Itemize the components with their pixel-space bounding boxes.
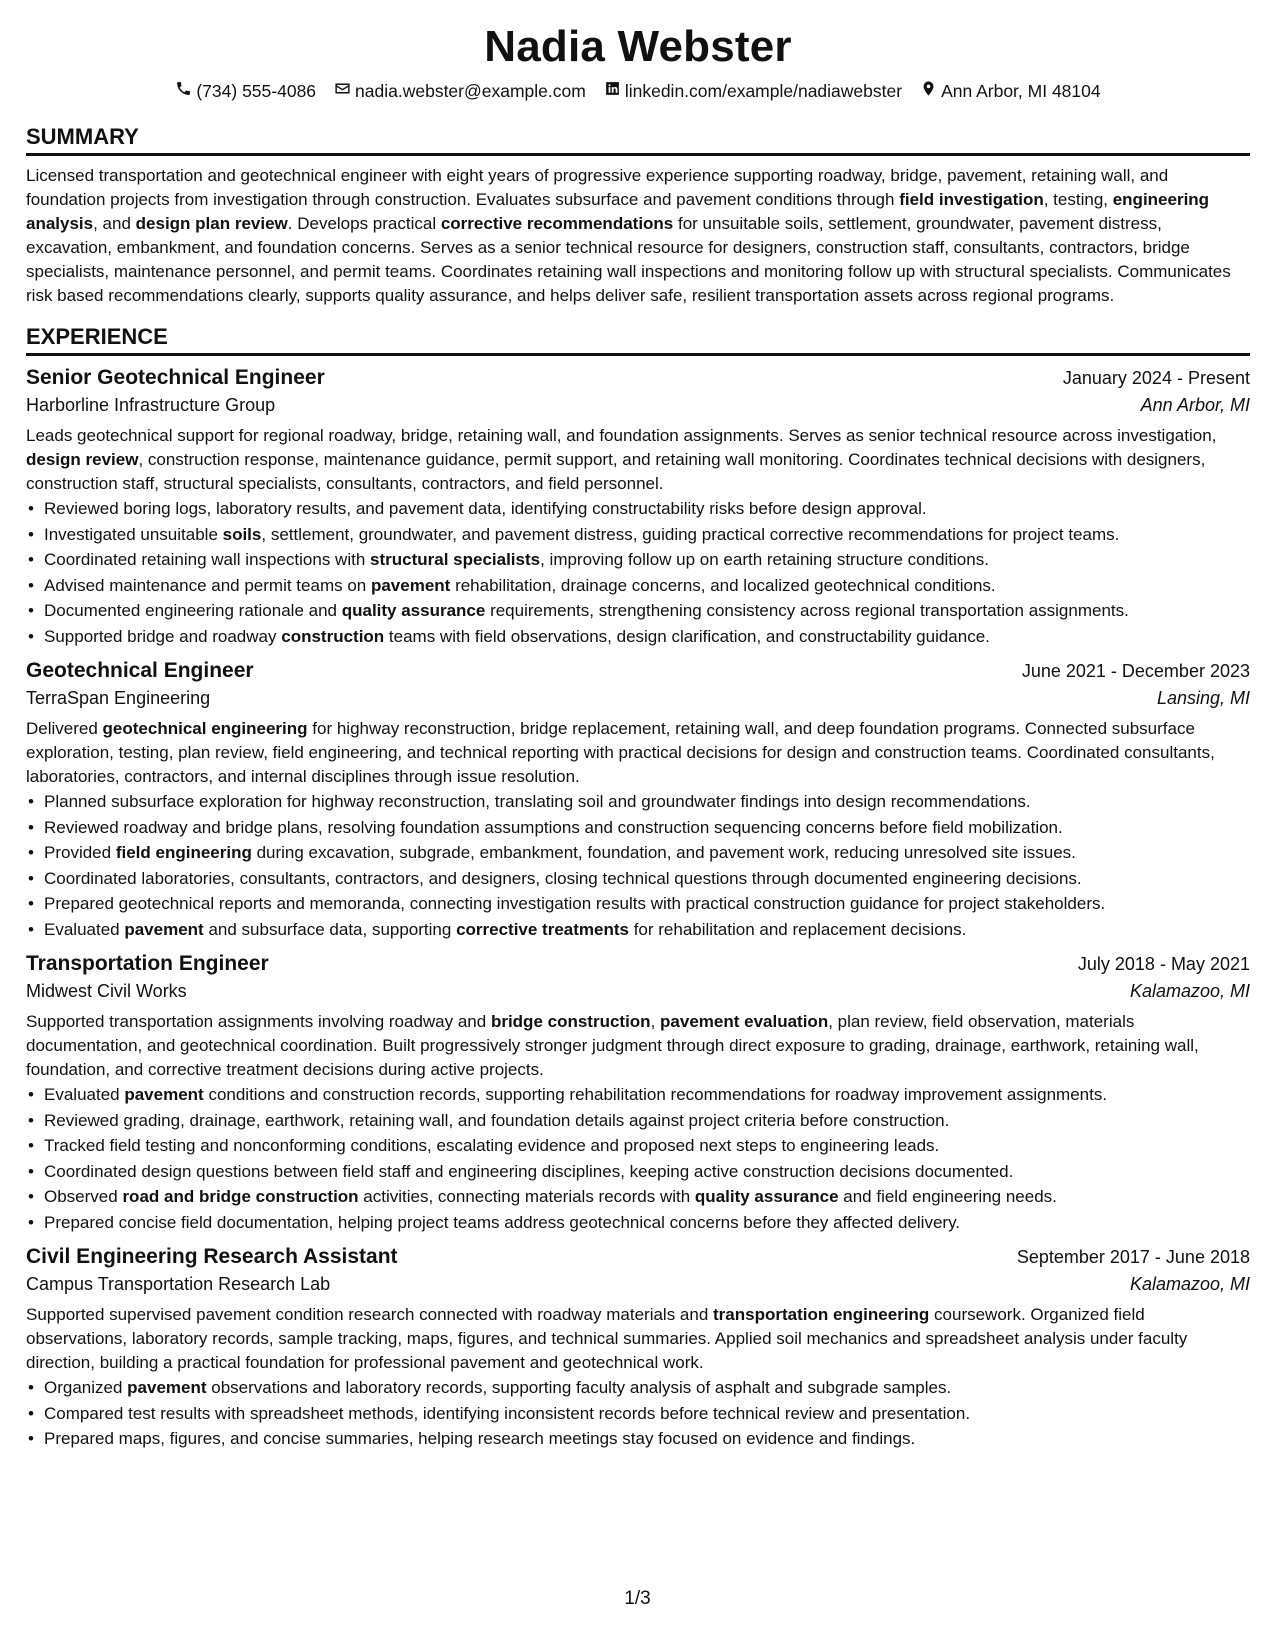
experience-heading: EXPERIENCE <box>26 324 1250 356</box>
summary-heading: SUMMARY <box>26 124 1250 156</box>
text-segment: Evaluated <box>44 1085 125 1104</box>
list-item <box>26 891 1250 917</box>
job-description <box>26 717 1250 789</box>
company-name: Harborline Infrastructure Group <box>26 395 276 415</box>
text-segment: Reviewed grading, drainage, earthwork, retaining wall, and foundation details against project criteria before construction. <box>44 1110 950 1130</box>
text-segment: rehabilitation, drainage concerns, and localized geotechnical conditions. <box>450 575 996 595</box>
text-segment: Prepared concise field documentation, helping project teams address geotechnical concerns before they affected delivery. <box>44 1212 961 1232</box>
list-item <box>26 815 1250 841</box>
bullet-list <box>26 789 1250 942</box>
bold-keyword: construction <box>281 626 385 646</box>
text-segment: Licensed transportation and geotechnical engineer with eight years of progressive experience supporting roadway, bridge, pavement, retaining wall, and foundation projects from investigation through construction. Evaluates subsurface and pavement conditions through <box>26 166 1169 209</box>
text-segment: for unsuitable soils, settlement, groundwater, pavement distress, excavation, embankment, and foundation concerns. Serves as a senior technical resource for designers, construction staff, consultants, contractors, bridge specialists, maintenance personnel, and permit teams. Coordinates retaining wall inspections and monitoring follow up with structural specialists. Communicates risk based recommendations clearly, supports quality assurance, and helps deliver safe, resilient transportation assets across regional programs. <box>26 214 1231 305</box>
text-segment: Evaluated <box>44 919 125 939</box>
text-segment: activities, connecting materials records with <box>358 1187 695 1206</box>
list-item <box>26 1133 1250 1159</box>
list-item <box>26 1184 1250 1210</box>
text-segment: Coordinated laboratories, consultants, contractors, and designers, closing technical questions through documented engineering decisions. <box>44 868 1082 888</box>
list-item <box>26 1426 1250 1452</box>
text-segment: Provided <box>44 843 116 862</box>
company-row <box>26 1274 1250 1295</box>
bullet-list <box>26 1082 1250 1235</box>
job-header <box>26 366 1250 390</box>
text-segment: . Develops practical <box>287 214 441 233</box>
job-title: Geotechnical Engineer <box>26 659 254 682</box>
text-segment: Leads geotechnical support for regional roadway, bridge, retaining wall, and foundation assignments. Serves as senior technical resource across investigation, <box>26 426 1217 445</box>
list-item <box>26 840 1250 866</box>
email-address: nadia.webster@example.com <box>355 80 586 101</box>
text-segment: Compared test results with spreadsheet methods, identifying inconsistent records before technical review and presentation. <box>44 1403 971 1423</box>
contact-email[interactable] <box>334 80 586 102</box>
text-segment: observations and laboratory records, supporting faculty analysis of asphalt and subgrade samples. <box>206 1378 952 1397</box>
list-item <box>26 573 1250 599</box>
list-item <box>26 1082 1250 1108</box>
bold-keyword: quality assurance <box>341 601 486 620</box>
company-name: TerraSpan Engineering <box>26 688 211 708</box>
text-segment: Investigated unsuitable <box>44 524 223 544</box>
job-location: Kalamazoo, MI <box>1129 981 1250 1001</box>
resume-page <box>26 0 1250 1452</box>
company-name: Campus Transportation Research Lab <box>26 1274 331 1294</box>
bold-keyword: geotechnical engineering <box>102 719 308 738</box>
company-name: Midwest Civil Works <box>26 981 187 1001</box>
text-segment: and subsurface data, supporting <box>203 919 457 939</box>
job-entry <box>26 659 1250 942</box>
contact-phone <box>175 80 316 102</box>
location-pin-icon <box>920 80 937 102</box>
job-header <box>26 1245 1250 1269</box>
list-item <box>26 547 1250 573</box>
bold-keyword: pavement <box>124 1085 204 1104</box>
text-segment: , <box>650 1012 661 1031</box>
text-segment: Supported transportation assignments involving roadway and <box>26 1012 491 1031</box>
list-item <box>26 866 1250 892</box>
list-item <box>26 598 1250 624</box>
contact-linkedin[interactable] <box>604 80 902 102</box>
bold-keyword: transportation engineering <box>713 1305 930 1324</box>
job-description <box>26 1303 1250 1375</box>
experience-list <box>26 366 1250 1452</box>
location-text: Ann Arbor, MI 48104 <box>941 80 1101 101</box>
company-row <box>26 395 1250 416</box>
text-segment: and field engineering needs. <box>838 1187 1057 1206</box>
text-segment: , plan review, field observation, materials documentation, and geotechnical coordination. Built progressively stronger judgment through direct exposure to grading, drainage, earthwork, retaining wall, foundation, and corrective treatment decisions during active projects. <box>26 1012 1199 1079</box>
job-header <box>26 659 1250 683</box>
bold-keyword: pavement evaluation <box>660 1012 829 1031</box>
bold-keyword: corrective recommendations <box>440 214 674 233</box>
job-location: Lansing, MI <box>1156 688 1250 708</box>
list-item <box>26 1210 1250 1236</box>
candidate-name: Nadia Webster <box>484 22 792 71</box>
job-entry <box>26 952 1250 1235</box>
list-item <box>26 522 1250 548</box>
job-entry <box>26 366 1250 649</box>
company-row <box>26 981 1250 1002</box>
list-item <box>26 917 1250 943</box>
text-segment: for highway reconstruction, bridge replacement, retaining wall, and deep foundation programs. Connected subsurface exploration, testing, plan review, field engineering, and technical reporting with practical decisions for design and construction teams. Coordinated consultants, laboratories, contractors, and internal disciplines through issue resolution. <box>26 719 1215 786</box>
text-segment: conditions and construction records, supporting rehabilitation recommendations for roadway improvement assignments. <box>203 1085 1108 1104</box>
list-item <box>26 1108 1250 1134</box>
bold-keyword: corrective treatments <box>456 919 629 939</box>
job-title: Senior Geotechnical Engineer <box>26 366 325 389</box>
bold-keyword: design plan review <box>135 214 288 233</box>
job-entry <box>26 1245 1250 1452</box>
text-segment: Planned subsurface exploration for highway reconstruction, translating soil and groundwater findings into design recommendations. <box>44 792 1031 811</box>
summary-text <box>26 164 1250 308</box>
bold-keyword: road and bridge construction <box>122 1187 359 1206</box>
job-title: Transportation Engineer <box>26 952 269 975</box>
bold-keyword: quality assurance <box>694 1187 839 1206</box>
job-dates: July 2018 - May 2021 <box>1077 954 1250 974</box>
job-location: Ann Arbor, MI <box>1140 395 1250 415</box>
bold-keyword: engineering analysis <box>26 190 1210 233</box>
phone-icon <box>175 80 192 102</box>
job-title: Civil Engineering Research Assistant <box>26 1245 398 1268</box>
list-item <box>26 496 1250 522</box>
company-row <box>26 688 1250 709</box>
bullet-list <box>26 1375 1250 1452</box>
bold-keyword: field investigation <box>899 190 1044 209</box>
text-segment: Documented engineering rationale and <box>44 601 342 620</box>
job-description <box>26 424 1250 496</box>
text-segment: during excavation, subgrade, embankment, foundation, and pavement work, reducing unresolved site issues. <box>251 843 1076 862</box>
bold-keyword: pavement <box>127 1378 207 1397</box>
text-segment: Supported bridge and roadway <box>44 626 282 646</box>
text-segment: , and <box>93 214 136 233</box>
text-segment: Tracked field testing and nonconforming conditions, escalating evidence and proposed next steps to engineering leads. <box>44 1136 940 1155</box>
contact-location <box>920 80 1101 102</box>
list-item <box>26 624 1250 650</box>
bold-keyword: design review <box>26 450 139 469</box>
linkedin-icon <box>604 80 621 102</box>
text-segment: teams with field observations, design clarification, and constructability guidance. <box>384 626 990 646</box>
job-dates: January 2024 - Present <box>1062 368 1250 388</box>
text-segment: requirements, strengthening consistency across regional transportation assignments. <box>485 601 1129 620</box>
job-dates: June 2021 - December 2023 <box>1021 661 1250 681</box>
bold-keyword: bridge construction <box>490 1012 651 1031</box>
bullet-list <box>26 496 1250 649</box>
text-segment: Organized <box>44 1378 128 1397</box>
list-item <box>26 789 1250 815</box>
text-segment: Delivered <box>26 719 103 738</box>
phone-number: (734) 555-4086 <box>196 80 317 101</box>
text-segment: Observed <box>44 1187 123 1206</box>
list-item <box>26 1375 1250 1401</box>
text-segment: , construction response, maintenance guidance, permit support, and retaining wall monitoring. Coordinates technical decisions with designers, construction staff, structural specialists, consultants, contractors, and field personnel. <box>26 450 1206 493</box>
text-segment: for rehabilitation and replacement decisions. <box>628 919 967 939</box>
job-description <box>26 1010 1250 1082</box>
text-segment: , settlement, groundwater, and pavement distress, guiding practical corrective recommendations for project teams. <box>261 524 1120 544</box>
job-dates: September 2017 - June 2018 <box>1016 1247 1250 1267</box>
text-segment: , testing, <box>1043 190 1113 209</box>
text-segment: Advised maintenance and permit teams on <box>44 575 371 595</box>
text-segment: , improving follow up on earth retaining structure conditions. <box>540 550 989 569</box>
linkedin-url: linkedin.com/example/nadiawebster <box>624 80 903 101</box>
bold-keyword: structural specialists <box>370 550 541 569</box>
text-segment: Prepared geotechnical reports and memoranda, connecting investigation results with practical construction guidance for project stakeholders. <box>44 894 1106 913</box>
job-location: Kalamazoo, MI <box>1129 1274 1250 1294</box>
text-segment: Supported supervised pavement condition research connected with roadway materials and <box>26 1305 714 1324</box>
bold-keyword: pavement <box>124 919 204 939</box>
text-segment: Reviewed roadway and bridge plans, resolving foundation assumptions and construction sequencing concerns before field mobilization. <box>44 817 1063 837</box>
text-segment: coursework. Organized field observations, laboratory records, sample tracking, maps, figures, and technical summaries. Applied soil mechanics and spreadsheet analysis under faculty direction, building a practical foundation for professional pavement and geotechnical work. <box>26 1305 1188 1372</box>
bold-keyword: field engineering <box>115 843 252 862</box>
bold-keyword: soils <box>222 524 262 544</box>
page-number: 1/3 <box>624 1588 651 1609</box>
email-icon <box>334 80 351 102</box>
text-segment: Coordinated retaining wall inspections with <box>44 550 371 569</box>
text-segment: Coordinated design questions between field staff and engineering disciplines, keeping active construction decisions documented. <box>44 1161 1014 1181</box>
list-item <box>26 1159 1250 1185</box>
text-segment: Prepared maps, figures, and concise summaries, helping research meetings stay focused on evidence and findings. <box>44 1429 916 1448</box>
text-segment: Reviewed boring logs, laboratory results, and pavement data, identifying constructability risks before design approval. <box>44 499 927 518</box>
bold-keyword: pavement <box>370 575 451 595</box>
job-header <box>26 952 1250 976</box>
list-item <box>26 1401 1250 1427</box>
contact-bar <box>26 78 1250 104</box>
